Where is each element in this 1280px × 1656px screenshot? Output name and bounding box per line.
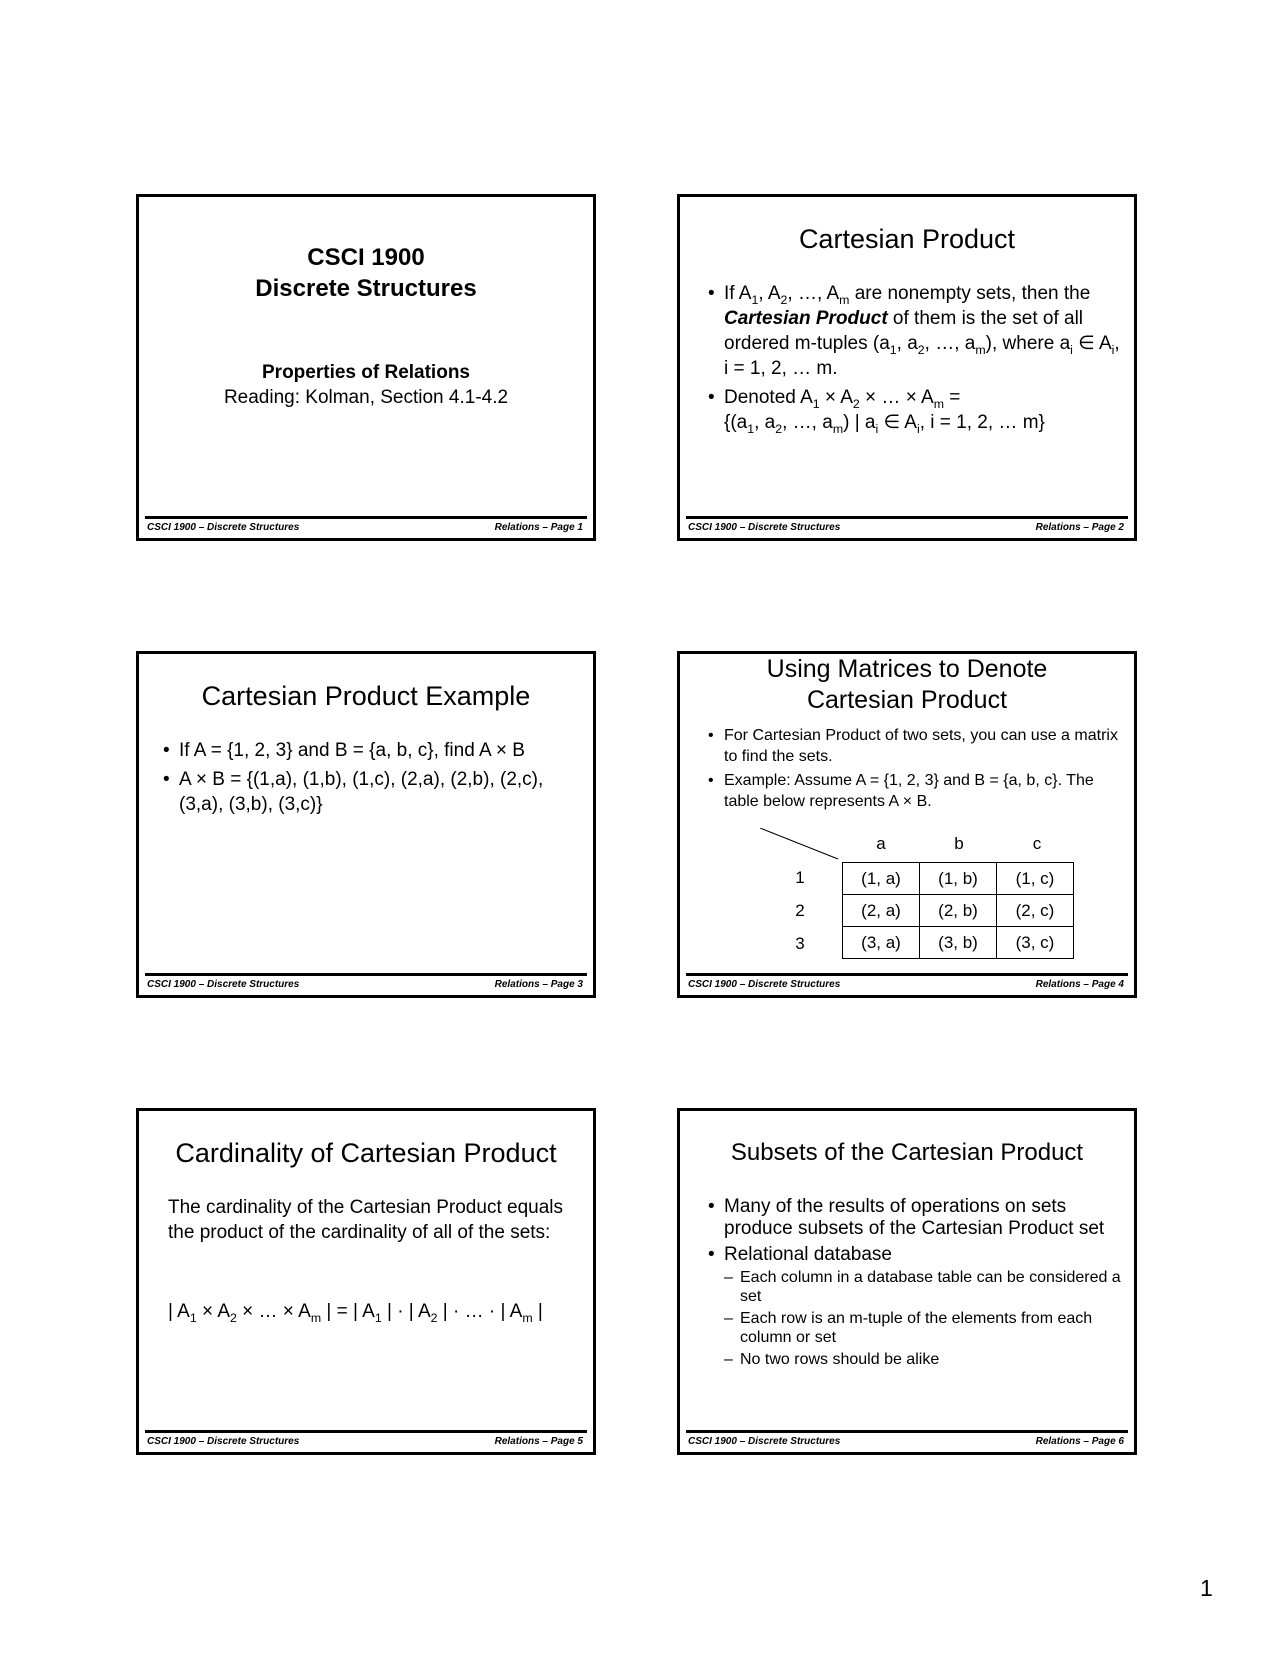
row-header: 1 (795, 868, 805, 887)
title-line-2: Cartesian Product (806, 686, 1008, 714)
footer-rule (145, 516, 587, 519)
slide-4-title (680, 654, 1134, 716)
footer-course: CSCI 1900 – Discrete Structures (688, 522, 841, 533)
slide-5 (136, 1108, 596, 1455)
footer-page: Relations – Page 2 (1035, 522, 1124, 533)
bullet-relational-db-label: Relational database (724, 1244, 892, 1265)
matrix-cell: (3, a) (842, 926, 920, 959)
slide-3-title: Cartesian Product Example (201, 681, 531, 711)
cardinality-formula: | $A_1 \times A_2$ × … × $A_m$ | = | $A_1$ | · | $A_2$ | · … · | $A_m$ | (168, 1301, 543, 1325)
matrix-cell: (3, b) (919, 926, 997, 959)
corner-diagonal (760, 828, 840, 862)
footer-course: CSCI 1900 – Discrete Structures (147, 1436, 300, 1447)
title-line-1: CSCI 1900 (307, 244, 425, 271)
footer-course: CSCI 1900 – Discrete Structures (147, 522, 300, 533)
slide-1-reading: Reading: Kolman, Section 4.1-4.2 (223, 387, 509, 408)
matrix-cell: (1, b) (919, 862, 997, 895)
slide-2 (677, 194, 1137, 541)
footer-rule (686, 973, 1128, 976)
slide-6-title: Subsets of the Cartesian Product (730, 1139, 1084, 1166)
slide-2-bullets (708, 281, 1124, 439)
title-line-2: Discrete Structures (255, 275, 477, 302)
footer-page: Relations – Page 6 (1035, 1436, 1124, 1447)
title-line-1: Using Matrices to Denote (766, 655, 1048, 683)
bullet-question: • If A = {1, 2, 3} and B = {a, b, c}, find A × B (163, 738, 583, 763)
matrix-cell: (2, b) (919, 894, 997, 927)
slide-3 (136, 651, 596, 998)
slide-1-title (139, 242, 593, 304)
slide-5-title: Cardinality of Cartesian Product (175, 1138, 557, 1168)
term-cartesian-product: Cartesian Product (724, 308, 888, 329)
footer-rule (686, 1430, 1128, 1433)
slide-4-bullets (708, 725, 1124, 815)
sub-bullets (724, 1268, 1124, 1369)
slide-2-title: Cartesian Product (798, 224, 1016, 254)
bullet-definition: • If $A_1$, $A_2$, …, $A_m$ are nonempty sets, then the Cartesian Product of them is the set of all ordered m-tuples ($a_1$, $a_2$, …, $a_m$), where $a_i$ ∈ $A_i$, i = 1, 2, … m. (708, 281, 1124, 381)
footer-course: CSCI 1900 – Discrete Structures (147, 979, 300, 990)
matrix-cell: (3, c) (996, 926, 1074, 959)
bullet-notation: • Denoted $A_1 \times A_2$ × … × $A_m$ = {($a_1$, $a_2$, …, $a_m$) | $a_i$ ∈ $A_i$, i = 1, 2, … m} (708, 385, 1124, 435)
bullet-subsets: • Many of the results of operations on sets produce subsets of the Cartesian Product set (708, 1196, 1124, 1240)
footer-page: Relations – Page 3 (494, 979, 583, 990)
footer-rule (145, 973, 587, 976)
bullet-matrix-use: • For Cartesian Product of two sets, you can use a matrix to find the sets. (708, 725, 1124, 767)
matrix-cell: (1, a) (842, 862, 920, 895)
bullet-relational-db (708, 1244, 1124, 1369)
slide-4 (677, 651, 1137, 998)
slide-5-paragraph: The cardinality of the Cartesian Product equals the product of the cardinality of all of the sets: (168, 1197, 563, 1243)
footer-course: CSCI 1900 – Discrete Structures (688, 979, 841, 990)
column-header: b (954, 834, 964, 853)
slide-3-bullets (163, 738, 583, 821)
slide-1-subtitle: Properties of Relations (262, 362, 470, 383)
page-number: 1 (1200, 1575, 1213, 1601)
footer-rule (686, 516, 1128, 519)
matrix-cell: (1, c) (996, 862, 1074, 895)
footer-rule (145, 1430, 587, 1433)
footer-course: CSCI 1900 – Discrete Structures (688, 1436, 841, 1447)
footer-page: Relations – Page 5 (494, 1436, 583, 1447)
sub-bullet: – Each column in a database table can be considered a set (724, 1268, 1124, 1306)
matrix-cell: (2, c) (996, 894, 1074, 927)
footer-page: Relations – Page 4 (1035, 979, 1124, 990)
bullet-example: • Example: Assume A = {1, 2, 3} and B = {a, b, c}. The table below represents A × B. (708, 770, 1124, 812)
column-header: a (876, 834, 886, 853)
row-header: 3 (795, 934, 805, 953)
slide-6-bullets (708, 1196, 1124, 1373)
bullet-answer: • A × B = {(1,a), (1,b), (1,c), (2,a), (2,b), (2,c), (3,a), (3,b), (3,c)} (163, 767, 583, 817)
sub-bullet: – Each row is an m-tuple of the elements from each column or set (724, 1309, 1124, 1347)
column-header: c (1032, 834, 1042, 853)
slide-6 (677, 1108, 1137, 1455)
footer-page: Relations – Page 1 (494, 522, 583, 533)
slide-1 (136, 194, 596, 541)
matrix-cell: (2, a) (842, 894, 920, 927)
sub-bullet: – No two rows should be alike (724, 1350, 1124, 1369)
row-header: 2 (795, 901, 805, 920)
cartesian-matrix (760, 828, 1080, 963)
